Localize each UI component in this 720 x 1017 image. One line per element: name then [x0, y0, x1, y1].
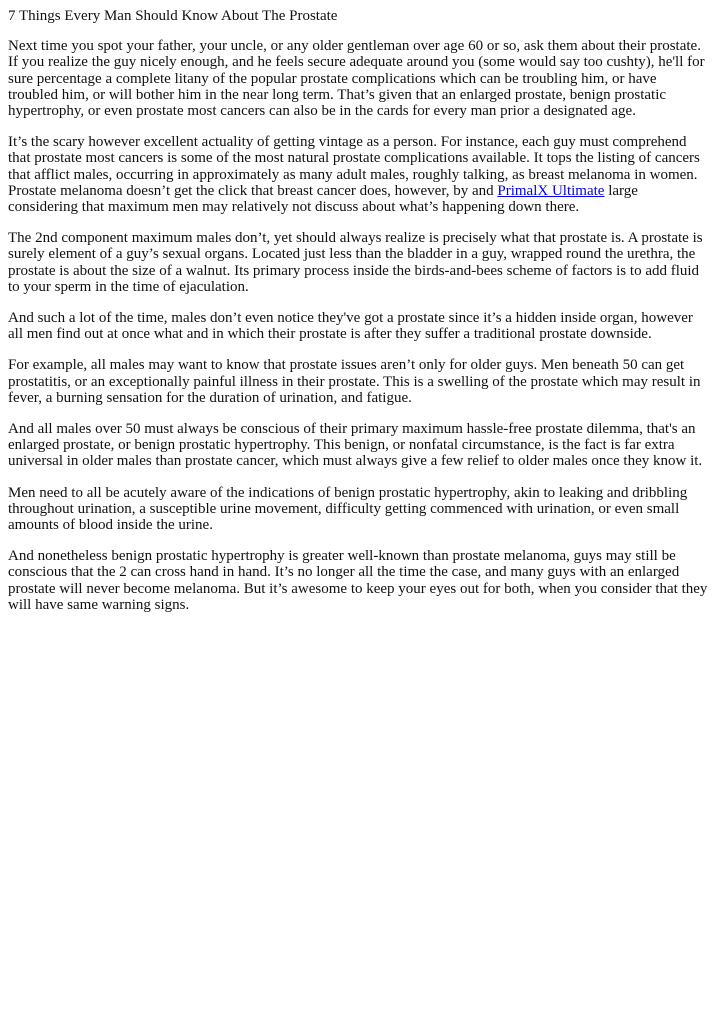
paragraph-1: Next time you spot your father, your uncle, or any older gentleman over age 60 or so, ask them about their prostate. If you realize the guy nicely enough, and he feels secure adequate around you (some would say too cushty), he'll for sure percentage a complete litany of the popular prostate complications which can be troubling him, or have troubled him, or will bother him in the near long term. That’s given that an enlarged prostate, benign prostatic hypertrophy, or even prostate most cancers can also be in the cards for every man prior a designated age. [8, 38, 705, 120]
paragraph-4: And such a lot of the time, males don’t even notice they've got a prostate since it’s a hidden inside organ, however all men find out at once what and in which their prostate is after they suffer a traditional prostate downside. [8, 310, 693, 343]
paragraph-6: And all males over 50 must always be conscious of their primary maximum hassle-free prostate dilemma, that's an enlarged prostate, or benign prostatic hypertrophy. This benign, or nonfatal circumstance, is the fact is far extra universal in older males than prostate cancer, which must always give a few relief to older males once they know it. [8, 421, 703, 470]
paragraph-5: For example, all males may want to know that prostate issues aren’t only for older guys. Men beneath 50 can get prostatitis, or an exceptionally painful illness in their prostate. This is a swelling of the prostate which may result in fever, a burning sensation for the duration of urination, and fatigue. [8, 357, 701, 406]
paragraph-8: And nonetheless benign prostatic hypertrophy is greater well-known than prostate melanoma, guys may still be conscious that the 2 can cross hand in hand. It’s no longer all the time the case, and many guys with an enlarged prostate will never become melanoma. But it’s awesome to keep your eyes out for both, when you consider that they will have same warning signs. [8, 548, 708, 613]
paragraph-7: Men need to all be acutely aware of the indications of benign prostatic hypertrophy, akin to leaking and dribbling throughout urination, a susceptible urine movement, difficulty getting commenced with urination, or even small amounts of blood inside the urine. [8, 484, 688, 534]
paragraph-2-text-before: It’s the scary however excellent actuality of getting vintage as a person. For instance, each guy must comprehend that prostate most cancers is some of the most natural prostate complications available. It tops the listing of cancers that afflict males, occurring in approximately as many adult males, roughly talking, as breast melanoma in women. Prostate melanoma doesn’t get the click that breast cancer does, however, by and [8, 134, 700, 199]
article-title: 7 Things Every Man Should Know About The Prostate [8, 8, 338, 24]
paragraph-2-text-after: large considering that maximum men may relatively not discuss about what’s happening down there. [8, 182, 638, 216]
primalx-ultimate-link[interactable]: PrimalX Ultimate [497, 182, 605, 199]
paragraph-3: The 2nd component maximum males don’t, yet should always realize is precisely what that prostate is. A prostate is surely element of a guy’s sexual organs. Located just less than the bladder in a guy, wrapped round the urethra, the prostate is about the size of a walnut. Its primary process inside the birds-and-bees scheme of factors is to add fluid to your sperm in the time of ejaculation. [8, 230, 703, 295]
paragraph-2 [8, 134, 710, 215]
